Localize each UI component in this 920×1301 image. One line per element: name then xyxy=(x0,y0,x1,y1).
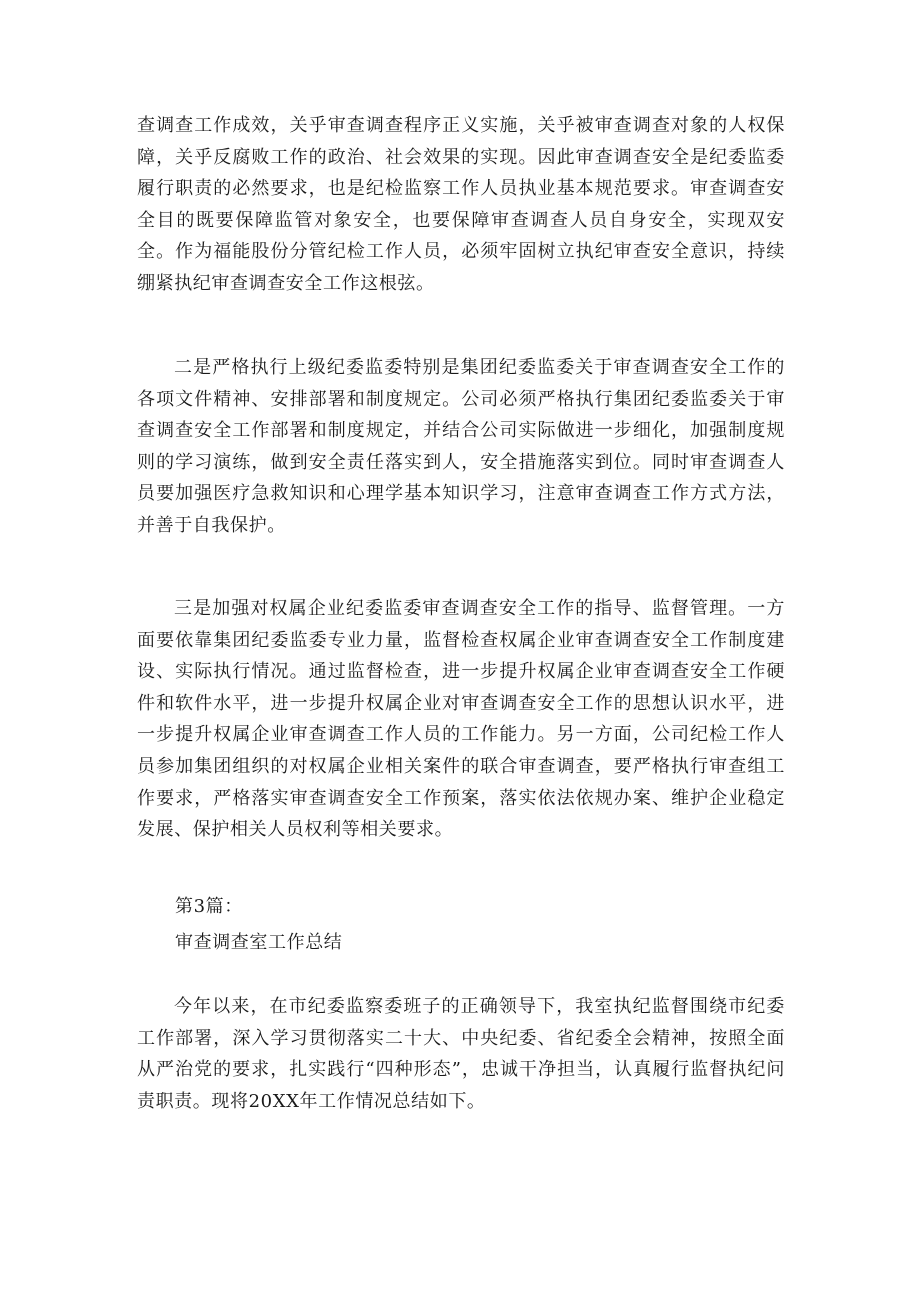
section-label: 第3篇： xyxy=(175,896,243,917)
paragraph-summary-intro: 今年以来，在市纪委监察委班子的正确领导下，我室执纪监督围绕市纪委工作部署，深入学习贯彻落实二十大、中央纪委、省纪委全会精神，按照全面从严治党的要求，扎实践行“四种形态”，忠诚干净担当，认真履行监督执纪问责职责。现将20XX年工作情况总结如下。 xyxy=(137,996,785,1112)
paragraph-point-two: 二是严格执行上级纪委监委特别是集团纪委监委关于审查调查安全工作的各项文件精神、安排部署和制度规定。公司必须严格执行集团纪委监委关于审查调查安全工作部署和制度规定，并结合公司实际做进一步细化，加强制度规则的学习演练，做到安全责任落实到人，安全措施落实到位。同时审查调查人员要加强医疗急救知识和心理学基本知识学习，注意审查调查工作方式方法，并善于自我保护。 xyxy=(137,357,785,536)
paragraph-point-three: 三是加强对权属企业纪委监委审查调查安全工作的指导、监督管理。一方面要依靠集团纪委监委专业力量，监督检查权属企业审查调查安全工作制度建设、实际执行情况。通过监督检查，进一步提升权属企业审查调查安全工作硬件和软件水平，进一步提升权属企业对审查调查安全工作的思想认识水平，进一步提升权属企业审查调查工作人员的工作能力。另一方面，公司纪检工作人员参加集团组织的对权属企业相关案件的联合审查调查，要严格执行审查组工作要求，严格落实审查调查安全工作预案，落实依法依规办案、维护企业稳定发展、保护相关人员权利等相关要求。 xyxy=(137,598,785,841)
paragraph-continued: 查调查工作成效，关乎审查调查程序正义实施，关乎被审查调查对象的人权保障，关乎反腐败工作的政治、社会效果的实现。因此审查调查安全是纪委监委履行职责的必然要求，也是纪检监察工作人员执业基本规范要求。审查调查安全目的既要保障监管对象安全，也要保障审查调查人员自身安全，实现双安全。作为福能股份分管纪检工作人员，必须牢固树立执纪审查安全意识，持续绷紧执纪审查调查安全工作这根弦。 xyxy=(137,115,785,294)
section-title: 审查调查室工作总结 xyxy=(175,932,343,953)
